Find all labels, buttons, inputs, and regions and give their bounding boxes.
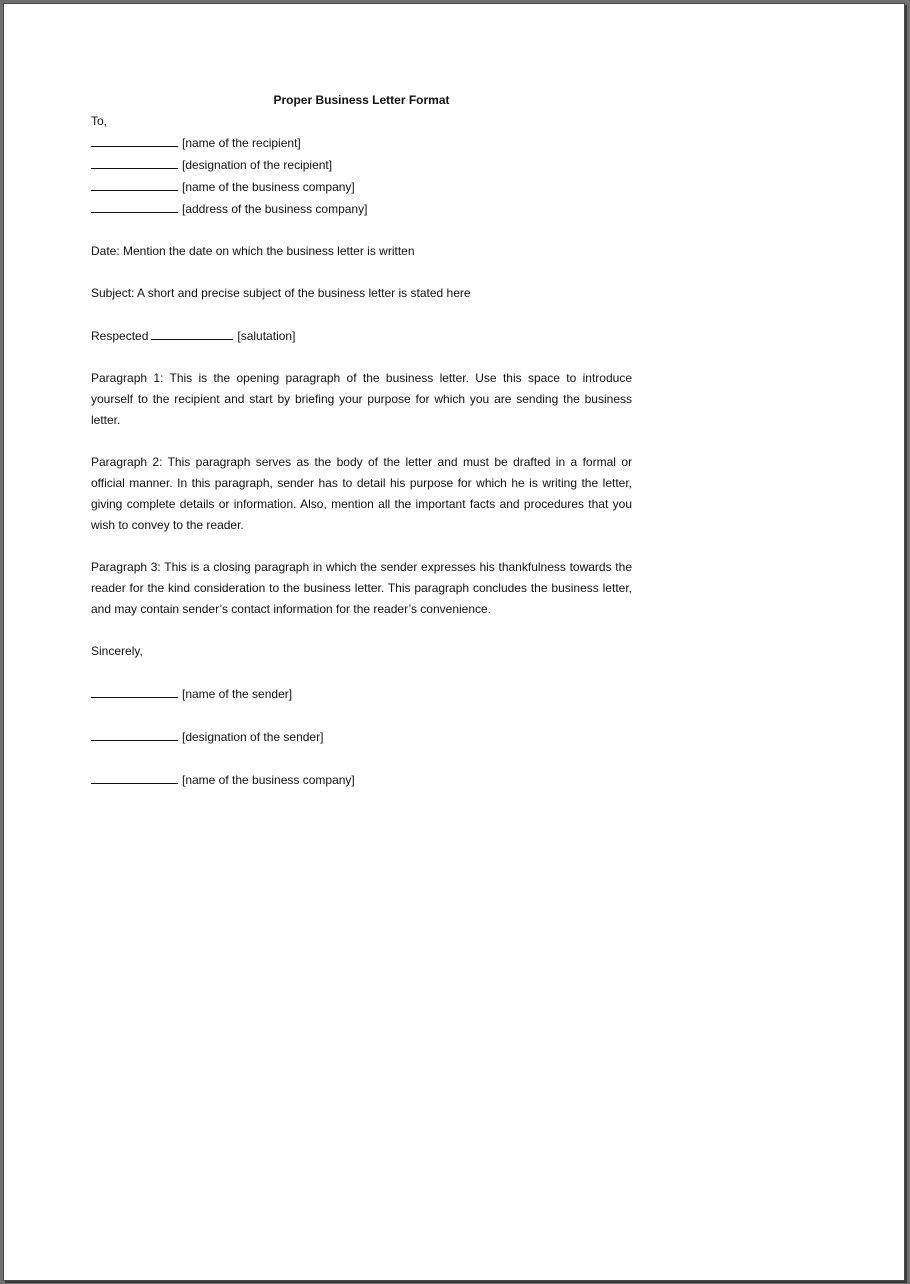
- date-line: Date: Mention the date on which the business letter is written: [91, 244, 415, 258]
- recipient-name-line: [91, 132, 632, 154]
- sender-name-line: [91, 683, 632, 705]
- document-title: Proper Business Letter Format: [273, 93, 450, 107]
- closing-line: Sincerely,: [91, 644, 143, 658]
- blank-line: [91, 132, 178, 147]
- blank-line: [91, 154, 178, 169]
- blank-line: [151, 325, 233, 340]
- sender-company-field: [name of the business company]: [182, 773, 355, 787]
- paragraph-1: Paragraph 1: This is the opening paragraph of the business letter. Use this space to introduce yourself to the recipient and start by briefing your purpose for which you are sending the business letter.: [91, 371, 632, 427]
- sender-company-line: [91, 769, 632, 791]
- blank-line: [91, 176, 178, 191]
- letter-body: [91, 90, 632, 791]
- recipient-designation-line: [91, 154, 632, 176]
- spacer: [91, 620, 632, 641]
- spacer: [91, 536, 632, 557]
- paragraph-2: Paragraph 2: This paragraph serves as the body of the letter and must be drafted in a formal or official manner. In this paragraph, sender has to detail his purpose for which he is writing the letter, giving complete details or information. Also, mention all the important facts and procedures that you wish to convey to the reader.: [91, 455, 632, 532]
- respected-prefix: Respected: [91, 329, 149, 343]
- recipient-designation-field: [designation of the recipient]: [182, 158, 333, 172]
- spacer: [91, 304, 632, 325]
- recipient-address-line: [91, 198, 632, 220]
- sender-name-field: [name of the sender]: [182, 687, 293, 701]
- spacer: [91, 431, 632, 452]
- subject-line: Subject: A short and precise subject of the business letter is stated here: [91, 286, 471, 300]
- blank-line: [91, 683, 178, 698]
- spacer: [91, 748, 632, 769]
- sender-designation-field: [designation of the sender]: [182, 730, 324, 744]
- respected-line: [91, 325, 632, 347]
- spacer: [91, 705, 632, 726]
- spacer: [91, 347, 632, 368]
- salutation-field: [salutation]: [237, 329, 296, 343]
- recipient-company-line: [91, 176, 632, 198]
- spacer: [91, 662, 632, 683]
- spacer: [91, 220, 632, 241]
- document-page: [3, 3, 905, 1281]
- to-line: To,: [91, 114, 108, 128]
- recipient-name-field: [name of the recipient]: [182, 136, 301, 150]
- spacer: [91, 262, 632, 283]
- recipient-address-field: [address of the business company]: [182, 202, 368, 216]
- sender-designation-line: [91, 726, 632, 748]
- blank-line: [91, 769, 178, 784]
- recipient-company-field: [name of the business company]: [182, 180, 355, 194]
- paragraph-3: Paragraph 3: This is a closing paragraph in which the sender expresses his thankfulness towards the reader for the kind consideration to the business letter. This paragraph concludes the business letter, and may contain sender’s contact information for the reader’s convenience.: [91, 560, 632, 616]
- blank-line: [91, 198, 178, 213]
- blank-line: [91, 726, 178, 741]
